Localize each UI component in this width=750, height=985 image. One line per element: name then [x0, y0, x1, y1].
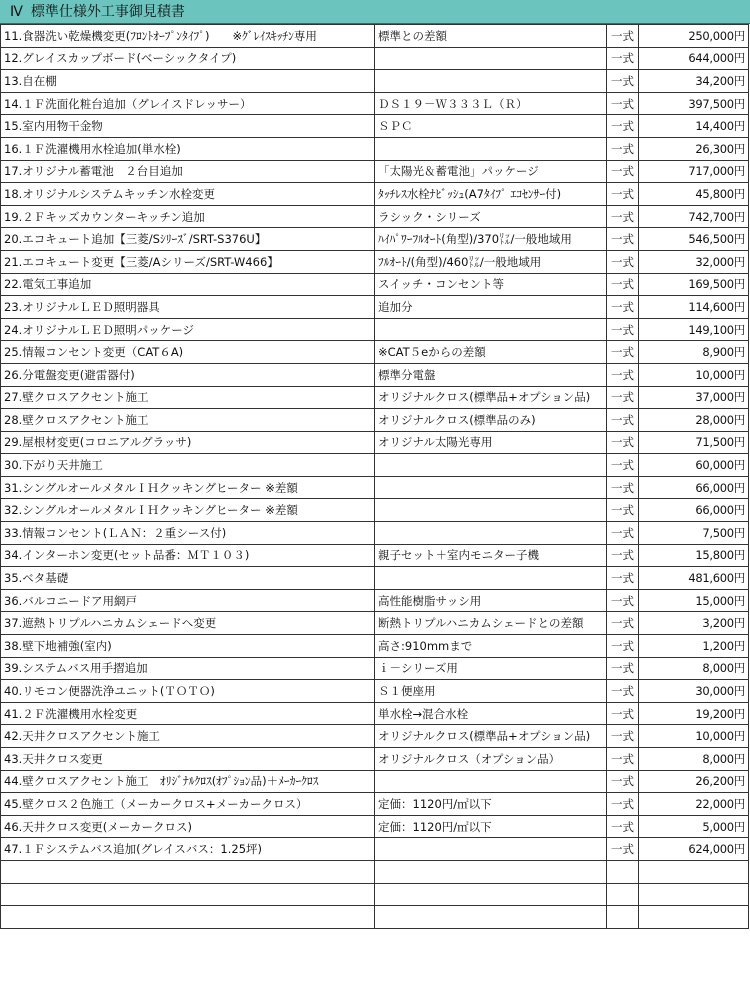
item-note: 高さ:910mmまで [375, 635, 607, 658]
item-note: 定価：1120円/㎡以下 [375, 793, 607, 816]
item-unit: 一式 [607, 612, 639, 635]
item-unit: 一式 [607, 183, 639, 206]
item-note: 標準分電盤 [375, 363, 607, 386]
estimate-title: 標準仕様外工事御見積書 [30, 4, 185, 20]
item-amount: 114,600円 [639, 296, 749, 319]
item-unit: 一式 [607, 47, 639, 70]
table-row [1, 160, 749, 183]
item-name: 34.インターホン変更(セット品番：ＭＴ１０３) [1, 544, 375, 567]
item-note: 定価：1120円/㎡以下 [375, 815, 607, 838]
item-name: 42.天井クロスアクセント施工 [1, 725, 375, 748]
item-note [375, 567, 607, 590]
item-name: 17.オリジナル蓄電池 ２台目追加 [1, 160, 375, 183]
table-row [1, 70, 749, 93]
item-unit: 一式 [607, 228, 639, 251]
item-note: 「太陽光＆蓄電池」パッケージ [375, 160, 607, 183]
item-note [375, 454, 607, 477]
item-amount: 717,000円 [639, 160, 749, 183]
item-name: 25.情報コンセント変更（CAT６A) [1, 341, 375, 364]
item-note: スイッチ・コンセント等 [375, 273, 607, 296]
item-name: 35.ベタ基礎 [1, 567, 375, 590]
table-row [1, 860, 749, 883]
item-name: 14.１Ｆ洗面化粧台追加（グレイスドレッサー） [1, 92, 375, 115]
item-unit: 一式 [607, 454, 639, 477]
item-note [375, 770, 607, 793]
item-amount: 32,000円 [639, 250, 749, 273]
table-row [1, 499, 749, 522]
item-amount: 3,200円 [639, 612, 749, 635]
table-row [1, 838, 749, 861]
item-unit [607, 906, 639, 929]
item-unit: 一式 [607, 680, 639, 703]
item-unit: 一式 [607, 318, 639, 341]
section-number: Ⅳ [10, 4, 23, 20]
item-amount: 66,000円 [639, 499, 749, 522]
item-unit: 一式 [607, 635, 639, 658]
table-row [1, 296, 749, 319]
item-amount: 7,500円 [639, 522, 749, 545]
item-note: 高性能樹脂サッシ用 [375, 589, 607, 612]
item-name: 40.リモコン便器洗浄ユニット(ＴＯＴＯ) [1, 680, 375, 703]
item-unit: 一式 [607, 815, 639, 838]
item-note [375, 906, 607, 929]
item-name: 11.食器洗い乾燥機変更(ﾌﾛﾝﾄｵｰﾌﾟﾝﾀｲﾌﾟ) ※ｸﾞﾚｲｽｷｯﾁﾝ専用 [1, 25, 375, 48]
table-row [1, 183, 749, 206]
table-row [1, 205, 749, 228]
table-row [1, 47, 749, 70]
item-note: ﾌﾙｵｰﾄ/(角型)/460㍑/一般地域用 [375, 250, 607, 273]
item-amount: 26,200円 [639, 770, 749, 793]
item-name: 36.バルコニードア用網戸 [1, 589, 375, 612]
item-unit: 一式 [607, 273, 639, 296]
item-amount: 8,000円 [639, 657, 749, 680]
table-row [1, 815, 749, 838]
item-name: 30.下がり天井施工 [1, 454, 375, 477]
item-amount: 5,000円 [639, 815, 749, 838]
item-name: 39.システムバス用手摺追加 [1, 657, 375, 680]
table-row [1, 137, 749, 160]
item-unit: 一式 [607, 476, 639, 499]
item-amount: 66,000円 [639, 476, 749, 499]
item-note [375, 137, 607, 160]
item-note: オリジナルクロス(標準品+オプション品) [375, 386, 607, 409]
table-row [1, 250, 749, 273]
item-note: オリジナルクロス（オプション品） [375, 748, 607, 771]
item-amount: 742,700円 [639, 205, 749, 228]
item-unit: 一式 [607, 838, 639, 861]
item-amount: 45,800円 [639, 183, 749, 206]
item-name: 29.屋根材変更(コロニアルグラッサ) [1, 431, 375, 454]
item-unit: 一式 [607, 499, 639, 522]
item-unit: 一式 [607, 160, 639, 183]
table-row [1, 635, 749, 658]
item-unit: 一式 [607, 296, 639, 319]
table-row [1, 386, 749, 409]
table-row [1, 318, 749, 341]
table-row [1, 589, 749, 612]
item-name [1, 860, 375, 883]
item-note [375, 522, 607, 545]
item-name: 31.シングルオールメタルＩＨクッキングヒーター ※差額 [1, 476, 375, 499]
table-row [1, 702, 749, 725]
item-note [375, 47, 607, 70]
table-row [1, 793, 749, 816]
item-note: ﾀｯﾁﾚｽ水栓ﾅﾋﾞｯｼｭ(A7ﾀｲﾌﾟ ｴｺｾﾝｻｰ付) [375, 183, 607, 206]
item-amount: 1,200円 [639, 635, 749, 658]
table-row [1, 409, 749, 432]
estimate-header [0, 0, 750, 24]
item-amount: 149,100円 [639, 318, 749, 341]
item-name: 28.壁クロスアクセント施工 [1, 409, 375, 432]
item-unit: 一式 [607, 70, 639, 93]
item-unit: 一式 [607, 386, 639, 409]
item-name: 32.シングルオールメタルＩＨクッキングヒーター ※差額 [1, 499, 375, 522]
item-amount: 34,200円 [639, 70, 749, 93]
item-note: 断熱トリプルハニカムシェードとの差額 [375, 612, 607, 635]
item-note [375, 860, 607, 883]
item-amount: 60,000円 [639, 454, 749, 477]
table-row [1, 725, 749, 748]
item-unit: 一式 [607, 137, 639, 160]
item-amount: 30,000円 [639, 680, 749, 703]
item-unit [607, 883, 639, 906]
item-name: 20.エコキュート追加【三菱/Sｼﾘｰｽﾞ/SRT-S376U】 [1, 228, 375, 251]
item-note: ｉ－シリーズ用 [375, 657, 607, 680]
item-unit: 一式 [607, 544, 639, 567]
table-row [1, 883, 749, 906]
item-unit: 一式 [607, 567, 639, 590]
item-note [375, 318, 607, 341]
item-note [375, 476, 607, 499]
item-name [1, 883, 375, 906]
item-unit: 一式 [607, 589, 639, 612]
item-note: ※CAT５eからの差額 [375, 341, 607, 364]
item-amount [639, 906, 749, 929]
item-name: 23.オリジナルＬＥＤ照明器具 [1, 296, 375, 319]
item-amount: 28,000円 [639, 409, 749, 432]
item-note: ＤＳ１９－Ｗ３３３Ｌ（Ｒ） [375, 92, 607, 115]
item-amount: 37,000円 [639, 386, 749, 409]
table-row [1, 522, 749, 545]
item-name: 24.オリジナルＬＥＤ照明パッケージ [1, 318, 375, 341]
item-name: 44.壁クロスアクセント施工 ｵﾘｼﾞﾅﾙｸﾛｽ(ｵﾌﾟｼｮﾝ品)＋ﾒｰｶｰｸﾛｽ [1, 770, 375, 793]
item-name: 41.２Ｆ洗濯機用水栓変更 [1, 702, 375, 725]
item-name: 46.天井クロス変更(メーカークロス) [1, 815, 375, 838]
table-row [1, 273, 749, 296]
item-amount: 8,000円 [639, 748, 749, 771]
item-amount: 22,000円 [639, 793, 749, 816]
table-row [1, 680, 749, 703]
item-amount [639, 883, 749, 906]
table-row [1, 906, 749, 929]
item-note: ラシック・シリーズ [375, 205, 607, 228]
table-row [1, 567, 749, 590]
table-row [1, 25, 749, 48]
item-amount: 26,300円 [639, 137, 749, 160]
table-row [1, 748, 749, 771]
item-amount: 71,500円 [639, 431, 749, 454]
item-name: 15.室内用物干金物 [1, 115, 375, 138]
item-amount: 644,000円 [639, 47, 749, 70]
item-note: オリジナルクロス(標準品+オプション品) [375, 725, 607, 748]
item-unit: 一式 [607, 657, 639, 680]
item-name [1, 906, 375, 929]
item-name: 43.天井クロス変更 [1, 748, 375, 771]
table-row [1, 92, 749, 115]
item-unit: 一式 [607, 770, 639, 793]
table-row [1, 544, 749, 567]
item-note: ﾊｲﾊﾟﾜｰﾌﾙｵｰﾄ(角型)/370㍑/一般地域用 [375, 228, 607, 251]
table-row [1, 454, 749, 477]
table-row [1, 770, 749, 793]
item-name: 37.遮熱トリプルハニカムシェードへ変更 [1, 612, 375, 635]
item-name: 26.分電盤変更(避雷器付) [1, 363, 375, 386]
item-amount: 15,000円 [639, 589, 749, 612]
item-amount: 481,600円 [639, 567, 749, 590]
item-note: オリジナルクロス(標準品のみ) [375, 409, 607, 432]
item-note: 単水栓→混合水栓 [375, 702, 607, 725]
item-amount: 169,500円 [639, 273, 749, 296]
item-unit: 一式 [607, 702, 639, 725]
item-note: 標準との差額 [375, 25, 607, 48]
item-amount: 10,000円 [639, 725, 749, 748]
item-amount: 10,000円 [639, 363, 749, 386]
item-amount [639, 860, 749, 883]
item-name: 45.壁クロス２色施工（メーカークロス+メーカークロス） [1, 793, 375, 816]
item-name: 33.情報コンセント(ＬＡＮ：２重シース付) [1, 522, 375, 545]
item-amount: 546,500円 [639, 228, 749, 251]
item-note [375, 70, 607, 93]
item-unit: 一式 [607, 363, 639, 386]
item-unit: 一式 [607, 431, 639, 454]
item-amount: 397,500円 [639, 92, 749, 115]
item-name: 16.１Ｆ洗濯機用水栓追加(単水栓) [1, 137, 375, 160]
item-note: Ｓ１便座用 [375, 680, 607, 703]
item-amount: 624,000円 [639, 838, 749, 861]
table-row [1, 341, 749, 364]
table-row [1, 612, 749, 635]
item-amount: 8,900円 [639, 341, 749, 364]
item-name: 18.オリジナルシステムキッチン水栓変更 [1, 183, 375, 206]
item-unit: 一式 [607, 409, 639, 432]
table-row [1, 431, 749, 454]
item-name: 38.壁下地補強(室内) [1, 635, 375, 658]
item-note: 追加分 [375, 296, 607, 319]
item-unit: 一式 [607, 522, 639, 545]
table-row [1, 115, 749, 138]
item-note: ＳＰＣ [375, 115, 607, 138]
item-unit: 一式 [607, 92, 639, 115]
item-amount: 15,800円 [639, 544, 749, 567]
estimate-table [0, 24, 749, 929]
item-unit: 一式 [607, 25, 639, 48]
item-note [375, 883, 607, 906]
item-note [375, 499, 607, 522]
item-amount: 250,000円 [639, 25, 749, 48]
item-amount: 19,200円 [639, 702, 749, 725]
item-name: 27.壁クロスアクセント施工 [1, 386, 375, 409]
item-note: オリジナル太陽光専用 [375, 431, 607, 454]
item-unit: 一式 [607, 793, 639, 816]
item-name: 22.電気工事追加 [1, 273, 375, 296]
table-row [1, 476, 749, 499]
item-unit: 一式 [607, 250, 639, 273]
item-note: 親子セット＋室内モニター子機 [375, 544, 607, 567]
table-row [1, 657, 749, 680]
item-unit [607, 860, 639, 883]
item-name: 21.エコキュート変更【三菱/Aシリーズ/SRT-W466】 [1, 250, 375, 273]
table-row [1, 228, 749, 251]
item-unit: 一式 [607, 725, 639, 748]
item-name: 47.１Ｆシステムバス追加(グレイスバス：1.25坪) [1, 838, 375, 861]
item-unit: 一式 [607, 748, 639, 771]
item-name: 19.２Ｆキッズカウンターキッチン追加 [1, 205, 375, 228]
item-name: 13.自在棚 [1, 70, 375, 93]
item-unit: 一式 [607, 341, 639, 364]
item-amount: 14,400円 [639, 115, 749, 138]
item-unit: 一式 [607, 205, 639, 228]
item-note [375, 838, 607, 861]
table-row [1, 363, 749, 386]
item-unit: 一式 [607, 115, 639, 138]
item-name: 12.グレイスカップボード(ベーシックタイプ) [1, 47, 375, 70]
